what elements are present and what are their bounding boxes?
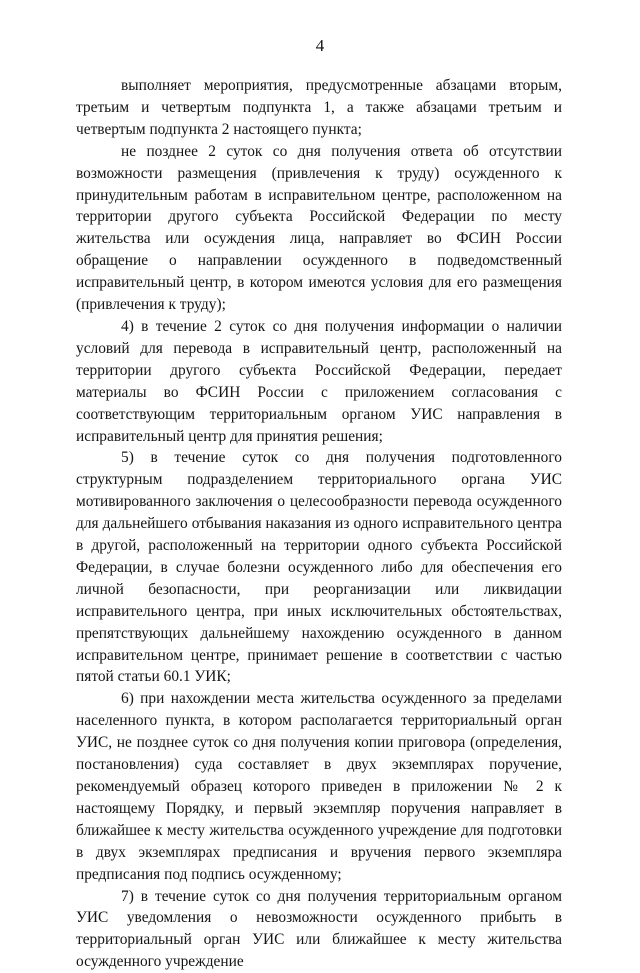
paragraph: 7) в течение суток со дня получения территориальным органом УИС уведомления о невозможности осужденного прибыть в территориальный орган УИС или ближайшее к месту жительства осужденного учреждение bbox=[76, 887, 562, 971]
paragraph: 5) в течение суток со дня получения подготовленного структурным подразделением территориального органа УИС мотивированного заключения о целесообразности перевода осужденного для дальнейшего отбывания наказания из одного исправительного центра в другой, расположенный на территории одного субъекта Российской Федерации, в случае болезни осужденного либо для обеспечения его личной безопасности, при реорганизации или ликвидации исправительного центра, при иных исключительных обстоятельствах, препятствующих дальнейшему нахождению осужденного в данном исправительном центре, принимает решение в соответствии с частью пятой статьи 60.1 УИК; bbox=[76, 449, 562, 686]
paragraph: 4) в течение 2 суток со дня получения информации о наличии условий для перевода в исправительный центр, расположенный на территории другого субъекта Российской Федерации, передает материалы во ФСИН России с приложением согласования с соответствующим территориальным органом УИС направления в исправительный центр для принятия решения; bbox=[76, 317, 562, 445]
paragraph: выполняет мероприятия, предусмотренные абзацами вторым, третьим и четвертым подпункта 1, а также абзацами третьим и четвертым подпункта 2 настоящего пункта; bbox=[76, 77, 562, 138]
page-number: 4 bbox=[315, 36, 325, 55]
paragraph: не позднее 2 суток со дня получения ответа об отсутствии возможности размещения (привлечения к труду) осужденного к принудительным работам в исправительном центре, расположенном на территории другого субъекта Российской Федерации по месту жительства или осуждения лица, направляет во ФСИН России обращение о направлении осужденного в подведомственный исправительный центр, в котором имеются условия для его размещения (привлечения к труду); bbox=[76, 142, 562, 314]
body-text bbox=[76, 75, 562, 973]
paragraph: 6) при нахождении места жительства осужденного за пределами населенного пункта, в котором располагается территориальный орган УИС, не позднее суток со дня получения копии приговора (определения, постановления) суда составляет в двух экземплярах поручение, рекомендуемый образец которого приведен в приложении № 2 к настоящему Порядку, и первый экземпляр поручения направляет в ближайшее к месту жительства осужденного учреждение для подготовки в двух экземплярах предписания и вручения первого экземпляра предписания под подпись осужденному; bbox=[76, 690, 562, 883]
